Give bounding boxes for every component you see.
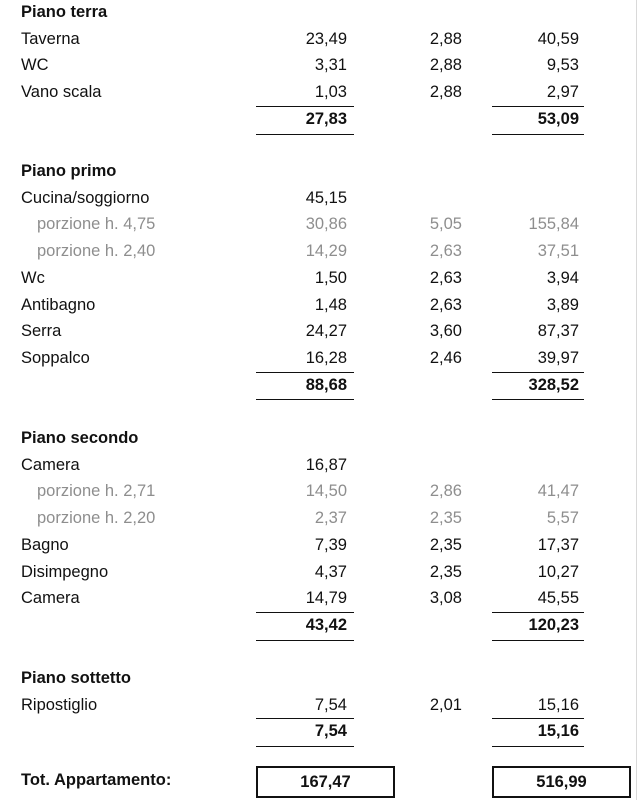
area-value: 16,28: [305, 348, 347, 367]
area-value: 30,86: [305, 215, 347, 234]
area-value: 24,27: [305, 322, 347, 341]
area-value: 23,49: [305, 29, 347, 48]
section-title: Piano sottetto: [21, 669, 131, 687]
room-row: [0, 346, 637, 370]
grand-total-area-box: 167,47: [256, 766, 395, 798]
room-row: [0, 586, 637, 610]
room-label: Disimpegno: [21, 562, 109, 581]
volume-value: 155,84: [528, 215, 579, 234]
section-total-volume: 328,52: [528, 375, 579, 394]
section-title-row: [0, 666, 637, 690]
room-label: porzione h. 2,71: [37, 482, 156, 501]
height-value: 2,46: [429, 348, 462, 367]
area-total-rule: [256, 640, 354, 641]
height-value: 2,35: [429, 509, 462, 528]
volume-total-rule: [492, 746, 584, 747]
sub-row: [0, 212, 637, 236]
section-total-area: 88,68: [305, 375, 347, 394]
section-title-row: [0, 159, 637, 183]
room-row: [0, 186, 637, 210]
section-total-row: [0, 719, 637, 743]
room-label: Wc: [21, 268, 45, 287]
room-row: [0, 80, 637, 104]
section-title-row: [0, 0, 637, 24]
volume-value: 87,37: [537, 322, 579, 341]
room-label: Camera: [21, 589, 80, 608]
volume-value: 10,27: [537, 562, 579, 581]
sub-row: [0, 239, 637, 263]
room-label: Vano scala: [21, 83, 102, 102]
room-label: Ripostiglio: [21, 695, 98, 714]
room-row: [0, 560, 637, 584]
volume-total-rule: [492, 399, 584, 400]
volume-value: 5,57: [546, 509, 579, 528]
area-value: 1,50: [314, 268, 347, 287]
room-label: Taverna: [21, 29, 80, 48]
volume-value: 9,53: [546, 56, 579, 75]
room-label: porzione h. 4,75: [37, 215, 156, 234]
sub-row: [0, 506, 637, 530]
sub-row: [0, 479, 637, 503]
height-value: 2,88: [429, 56, 462, 75]
area-value: 14,29: [305, 242, 347, 261]
section-total-row: [0, 107, 637, 131]
volume-value: 39,97: [537, 348, 579, 367]
room-label: Antibagno: [21, 295, 96, 314]
area-value: 7,39: [314, 535, 347, 554]
room-row: [0, 266, 637, 290]
room-label: Serra: [21, 322, 62, 341]
room-label: Bagno: [21, 535, 69, 554]
room-row: [0, 27, 637, 51]
volume-total-rule: [492, 640, 584, 641]
height-value: 2,63: [429, 242, 462, 261]
volume-value: 3,94: [546, 268, 579, 287]
volume-value: 3,89: [546, 295, 579, 314]
height-value: 2,01: [429, 695, 462, 714]
section-total-area: 43,42: [305, 615, 347, 634]
area-value: 2,37: [314, 509, 347, 528]
section-total-row: [0, 373, 637, 397]
volume-total-rule: [492, 134, 584, 135]
volume-value: 37,51: [537, 242, 579, 261]
area-value: 7,54: [314, 695, 347, 714]
height-value: 5,05: [429, 215, 462, 234]
volume-value: 41,47: [537, 482, 579, 501]
height-value: 2,35: [429, 562, 462, 581]
room-label: porzione h. 2,40: [37, 242, 156, 261]
grand-total-label: Tot. Appartamento:: [21, 771, 172, 789]
volume-value: 2,97: [546, 83, 579, 102]
volume-value: 15,16: [537, 695, 579, 714]
section-total-volume: 53,09: [537, 109, 579, 128]
area-value: 14,50: [305, 482, 347, 501]
area-value: 16,87: [305, 455, 347, 474]
height-value: 2,88: [429, 29, 462, 48]
section-total-volume: 15,16: [537, 722, 579, 741]
section-title: Piano terra: [21, 3, 108, 21]
area-value: 1,48: [314, 295, 347, 314]
area-total-rule: [256, 134, 354, 135]
area-value: 4,37: [314, 562, 347, 581]
room-row: [0, 693, 637, 717]
area-value: 3,31: [314, 56, 347, 75]
volume-value: 17,37: [537, 535, 579, 554]
room-label: WC: [21, 56, 49, 75]
area-value: 45,15: [305, 188, 347, 207]
section-title: Piano secondo: [21, 429, 139, 447]
room-label: Soppalco: [21, 348, 90, 367]
room-row: [0, 293, 637, 317]
height-value: 2,35: [429, 535, 462, 554]
section-total-area: 7,54: [314, 722, 347, 741]
height-value: 2,63: [429, 268, 462, 287]
section-total-row: [0, 613, 637, 637]
height-value: 2,88: [429, 83, 462, 102]
area-value: 14,79: [305, 589, 347, 608]
area-total-rule: [256, 399, 354, 400]
section-total-volume: 120,23: [528, 615, 579, 634]
area-total-rule: [256, 746, 354, 747]
section-total-area: 27,83: [305, 109, 347, 128]
height-value: 2,86: [429, 482, 462, 501]
height-value: 3,60: [429, 322, 462, 341]
volume-value: 40,59: [537, 29, 579, 48]
section-title: Piano primo: [21, 162, 117, 180]
room-row: [0, 53, 637, 77]
grand-total-volume-box: 516,99: [492, 766, 631, 798]
volume-value: 45,55: [537, 589, 579, 608]
room-label: porzione h. 2,20: [37, 509, 156, 528]
room-label: Camera: [21, 455, 80, 474]
room-label: Cucina/soggiorno: [21, 188, 150, 207]
area-value: 1,03: [314, 83, 347, 102]
section-title-row: [0, 426, 637, 450]
room-row: [0, 533, 637, 557]
height-value: 3,08: [429, 589, 462, 608]
height-value: 2,63: [429, 295, 462, 314]
room-row: [0, 319, 637, 343]
room-row: [0, 453, 637, 477]
